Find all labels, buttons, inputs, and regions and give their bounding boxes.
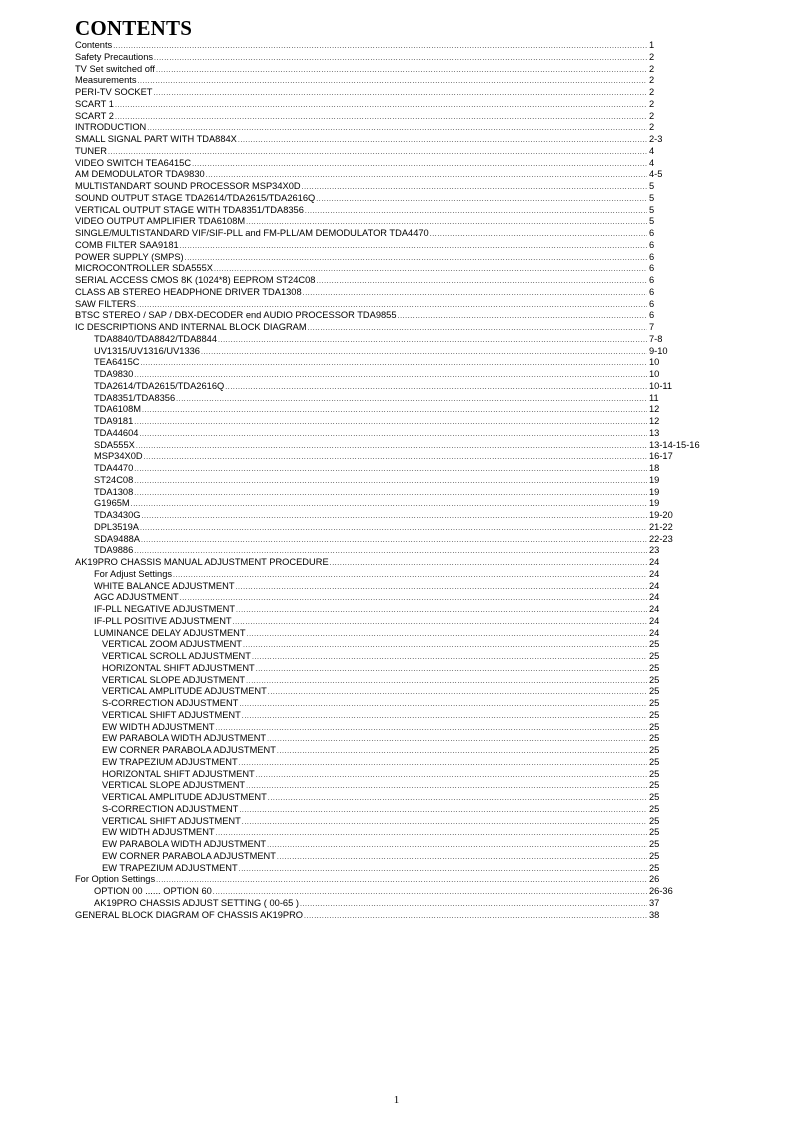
toc-entry-page: 13: [649, 427, 660, 438]
toc-entry: [75, 604, 715, 616]
toc-entry-title: TDA44604: [94, 427, 139, 438]
toc-entry: [75, 487, 715, 499]
toc-entry-page: 6: [649, 228, 655, 238]
toc-entry-title: TDA2614/TDA2615/TDA2616Q: [94, 380, 225, 391]
toc-entry: [75, 228, 715, 240]
toc-entry-page: 12: [649, 404, 660, 415]
toc-entry-page: 37: [649, 897, 660, 908]
toc-entry-page: 21-22: [649, 521, 673, 532]
toc-entry-title: VERTICAL SCROLL ADJUSTMENT: [102, 651, 251, 661]
toc-entry-title: IF-PLL POSITIVE ADJUSTMENT: [94, 615, 232, 626]
toc-entry-page: 11: [649, 392, 659, 403]
toc-entry-page: 26: [649, 874, 660, 885]
toc-entry-page: 25: [649, 721, 660, 732]
toc-entry: [75, 205, 715, 217]
toc-entry-page: 25: [649, 780, 660, 791]
toc-entry-page: 2: [649, 63, 655, 74]
toc-entry-title: EW TRAPEZIUM ADJUSTMENT: [102, 756, 238, 767]
toc-entry-title: IF-PLL NEGATIVE ADJUSTMENT: [94, 604, 236, 614]
toc-entry-title: SDA555X: [94, 439, 135, 450]
toc-entry-title: EW CORNER PARABOLA ADJUSTMENT: [102, 745, 276, 755]
toc-entry: [75, 804, 715, 816]
toc-entry: [75, 334, 715, 346]
toc-entry-title: SCART 2: [75, 110, 114, 121]
toc-entry-page: 12: [649, 416, 660, 426]
toc-entry-title: TDA8840/TDA8842/TDA8844: [94, 333, 217, 344]
toc-entry: [75, 322, 715, 334]
toc-entry: [75, 87, 715, 99]
toc-entry-title: VERTICAL SLOPE ADJUSTMENT: [102, 674, 246, 685]
toc-entry: [75, 663, 715, 675]
toc-entry-title: SINGLE/MULTISTANDARD VIF/SIF-PLL and FM-PLL/AM DEMODULATOR TDA4470: [75, 228, 429, 238]
toc-entry: [75, 111, 715, 123]
toc-entry: [75, 357, 715, 369]
toc-entry: [75, 733, 715, 745]
toc-entry-page: 24: [649, 615, 660, 626]
toc-entry: [75, 263, 715, 275]
toc-entry-title: HORIZONTAL SHIFT ADJUSTMENT: [102, 768, 255, 779]
toc-entry-title: EW CORNER PARABOLA ADJUSTMENT: [102, 850, 276, 861]
toc-entry-page: 19: [649, 486, 660, 497]
toc-entry-title: POWER SUPPLY (SMPS): [75, 251, 184, 262]
toc-entry-page: 2-3: [649, 134, 663, 144]
toc-entry-page: 22-23: [649, 533, 673, 544]
toc-entry: [75, 498, 715, 510]
toc-entry-page: 5: [649, 204, 655, 215]
toc-entry-page: 18: [649, 463, 660, 473]
toc-entry-title: Safety Precautions: [75, 51, 154, 62]
toc-entry-page: 19: [649, 498, 660, 509]
toc-entry: [75, 169, 715, 181]
toc-entry-page: 2: [649, 110, 655, 121]
page-title: CONTENTS: [75, 16, 193, 40]
toc-entry-title: TDA6108M: [94, 404, 142, 415]
toc-entry: [75, 381, 715, 393]
dot-leader: [304, 911, 647, 923]
toc-entry-page: 25: [649, 639, 660, 650]
toc-entry-page: 1: [649, 40, 655, 50]
toc-entry-page: 10-11: [649, 380, 673, 391]
toc-entry-title: TDA4470: [94, 463, 134, 473]
toc-entry: [75, 581, 715, 593]
toc-entry-page: 2: [649, 51, 655, 62]
toc-entry: [75, 792, 715, 804]
toc-entry-title: SAW FILTERS: [75, 298, 136, 309]
toc-entry-page: 2: [649, 122, 655, 133]
toc-entry-title: For Adjust Settings: [94, 568, 173, 579]
toc-entry-page: 24: [649, 568, 660, 579]
toc-entry: [75, 52, 715, 64]
toc-entry: [75, 463, 715, 475]
toc-entry-title: MICROCONTROLLER SDA555X: [75, 263, 213, 274]
toc-entry: [75, 745, 715, 757]
toc-entry-page: 24: [649, 557, 660, 567]
toc-entry-page: 25: [649, 827, 660, 838]
toc-entry: [75, 369, 715, 381]
toc-entry-page: 4: [649, 145, 655, 156]
toc-entry: [75, 698, 715, 710]
toc-entry-page: 25: [649, 662, 660, 673]
toc-entry-page: 4-5: [649, 169, 663, 180]
toc-entry-page: 25: [649, 733, 660, 744]
toc-entry: [75, 769, 715, 781]
toc-entry-page: 16-17: [649, 451, 673, 462]
toc-entry-title: S-CORRECTION ADJUSTMENT: [102, 803, 239, 814]
toc-entry: [75, 275, 715, 287]
toc-entry-page: 5: [649, 216, 655, 227]
toc-entry-title: EW PARABOLA WIDTH ADJUSTMENT: [102, 839, 267, 849]
toc-entry-page: 10: [649, 369, 660, 379]
toc-entry-page: 25: [649, 768, 660, 779]
toc-entry-page: 25: [649, 756, 660, 767]
toc-entry-title: SOUND OUTPUT STAGE TDA2614/TDA2615/TDA2616Q: [75, 192, 316, 203]
toc-entry-title: VERTICAL SHIFT ADJUSTMENT: [102, 815, 241, 826]
toc-entry-page: 24: [649, 592, 660, 603]
toc-entry-page: 2: [649, 98, 655, 109]
toc-entry-title: SCART 1: [75, 98, 114, 109]
toc-entry-page: 25: [649, 698, 660, 708]
toc-entry: [75, 240, 715, 252]
toc-entry-title: S-CORRECTION ADJUSTMENT: [102, 698, 239, 708]
toc-entry-title: TDA1308: [94, 486, 134, 497]
toc-entry-title: VIDEO OUTPUT AMPLIFIER TDA6108M: [75, 216, 246, 227]
toc-entry: [75, 816, 715, 828]
toc-entry: [75, 393, 715, 405]
toc-entry-page: 24: [649, 627, 660, 638]
toc-entry: [75, 675, 715, 687]
toc-entry-title: SMALL SIGNAL PART WITH TDA884X: [75, 134, 237, 144]
toc-entry: [75, 628, 715, 640]
toc-entry-title: VERTICAL ZOOM ADJUSTMENT: [102, 639, 242, 650]
page-number: 1: [393, 1094, 400, 1106]
toc-entry-title: EW WIDTH ADJUSTMENT: [102, 721, 215, 732]
toc-entry-page: 10: [649, 357, 660, 368]
toc-entry: [75, 863, 715, 875]
toc-entry-title: TV Set switched off: [75, 63, 155, 74]
toc-entry-title: TDA9181: [94, 416, 134, 426]
toc-entry-title: TDA3430G: [94, 510, 141, 520]
toc-entry-title: SERIAL ACCESS CMOS 8K (1024*8) EEPROM ST24C08: [75, 275, 316, 285]
toc-entry: [75, 299, 715, 311]
toc-entry-page: 6: [649, 239, 655, 250]
toc-entry-title: BTSC STEREO / SAP / DBX-DECODER end AUDIO PROCESSOR TDA9855: [75, 310, 397, 321]
toc-entry: [75, 158, 715, 170]
toc-entry: [75, 428, 715, 440]
toc-entry: [75, 910, 715, 922]
toc-entry: [75, 75, 715, 87]
toc-entry-title: IC DESCRIPTIONS AND INTERNAL BLOCK DIAGRAM: [75, 322, 307, 332]
toc-entry: [75, 64, 715, 76]
toc-entry: [75, 134, 715, 146]
toc-entry: [75, 287, 715, 299]
toc-entry-title: VERTICAL AMPLITUDE ADJUSTMENT: [102, 686, 267, 697]
toc-entry: [75, 40, 715, 52]
toc-entry: [75, 886, 715, 898]
table-of-contents: [75, 40, 715, 921]
toc-entry: [75, 252, 715, 264]
toc-entry-title: VERTICAL OUTPUT STAGE WITH TDA8351/TDA8356: [75, 204, 304, 215]
toc-entry-page: 25: [649, 651, 660, 661]
toc-entry-title: ST24C08: [94, 474, 134, 485]
toc-entry-title: WHITE BALANCE ADJUSTMENT: [94, 580, 235, 591]
toc-entry-title: VERTICAL SLOPE ADJUSTMENT: [102, 780, 246, 791]
toc-entry-page: 2: [649, 75, 655, 86]
toc-entry-title: VERTICAL SHIFT ADJUSTMENT: [102, 709, 241, 720]
toc-entry-title: EW PARABOLA WIDTH ADJUSTMENT: [102, 733, 267, 744]
toc-entry-title: COMB FILTER SAA9181: [75, 239, 179, 250]
toc-entry-page: 25: [649, 862, 660, 873]
toc-entry-title: SDA9488A: [94, 533, 140, 544]
toc-entry: [75, 534, 715, 546]
toc-entry-title: AK19PRO CHASSIS ADJUST SETTING ( 00-65 ): [94, 897, 299, 908]
toc-entry: [75, 545, 715, 557]
toc-entry-title: MULTISTANDART SOUND PROCESSOR MSP34X0D: [75, 181, 301, 191]
toc-entry-page: 7-8: [649, 333, 663, 344]
toc-entry: [75, 569, 715, 581]
toc-entry-page: 7: [649, 322, 655, 332]
toc-entry-title: INTRODUCTION: [75, 122, 147, 133]
toc-entry-title: AM DEMODULATOR TDA9830: [75, 169, 205, 180]
toc-entry: [75, 146, 715, 158]
toc-entry-title: PERI-TV SOCKET: [75, 87, 153, 97]
toc-entry-title: TDA9830: [94, 369, 134, 379]
toc-entry: [75, 404, 715, 416]
toc-entry: [75, 686, 715, 698]
toc-entry: [75, 898, 715, 910]
toc-entry: [75, 651, 715, 663]
toc-entry-title: TUNER: [75, 145, 108, 156]
toc-entry-title: VERTICAL AMPLITUDE ADJUSTMENT: [102, 792, 267, 802]
toc-entry: [75, 557, 715, 569]
toc-entry-page: 25: [649, 850, 660, 861]
toc-entry-title: MSP34X0D: [94, 451, 143, 462]
toc-entry-page: 5: [649, 192, 655, 203]
toc-entry-page: 25: [649, 745, 660, 755]
toc-entry-page: 24: [649, 604, 660, 614]
toc-entry-title: VIDEO SWITCH TEA6415C: [75, 157, 192, 168]
toc-entry-page: 26-36: [649, 886, 673, 896]
toc-entry-title: AK19PRO CHASSIS MANUAL ADJUSTMENT PROCEDURE: [75, 557, 329, 567]
toc-entry-page: 19: [649, 474, 660, 485]
toc-entry: [75, 874, 715, 886]
toc-entry-page: 6: [649, 275, 655, 285]
toc-entry: [75, 416, 715, 428]
toc-entry-title: TEA6415C: [94, 357, 140, 368]
toc-entry-title: G1965M: [94, 498, 130, 509]
toc-entry-page: 6: [649, 298, 655, 309]
toc-entry: [75, 639, 715, 651]
toc-entry-page: 2: [649, 87, 655, 97]
toc-entry-page: 13-14-15-16: [649, 439, 700, 450]
toc-entry-title: UV1315/UV1316/UV1336: [94, 345, 200, 356]
toc-entry-page: 25: [649, 839, 660, 849]
toc-entry: [75, 122, 715, 134]
toc-entry-page: 6: [649, 310, 655, 321]
toc-entry-title: AGC ADJUSTMENT: [94, 592, 179, 603]
toc-entry-title: Measurements: [75, 75, 137, 86]
toc-entry-title: OPTION 00 ...... OPTION 60: [94, 886, 212, 896]
toc-entry-title: EW WIDTH ADJUSTMENT: [102, 827, 215, 838]
toc-entry-line: [75, 910, 647, 923]
toc-entry-page: 25: [649, 803, 660, 814]
toc-entry-page: 6: [649, 286, 655, 297]
toc-entry: [75, 310, 715, 322]
toc-entry-title: For Option Settings: [75, 874, 156, 885]
toc-entry: [75, 616, 715, 628]
toc-entry: [75, 193, 715, 205]
toc-entry: [75, 346, 715, 358]
toc-entry-page: 38: [649, 909, 660, 920]
toc-entry-title: GENERAL BLOCK DIAGRAM OF CHASSIS AK19PRO: [75, 909, 304, 920]
toc-entry-page: 6: [649, 251, 655, 262]
toc-entry: [75, 839, 715, 851]
toc-entry-title: CLASS AB STEREO HEADPHONE DRIVER TDA1308: [75, 286, 302, 297]
toc-entry-page: 4: [649, 157, 655, 168]
toc-entry: [75, 722, 715, 734]
toc-entry: [75, 451, 715, 463]
toc-entry: [75, 851, 715, 863]
toc-entry: [75, 216, 715, 228]
toc-entry-page: 23: [649, 545, 660, 556]
toc-entry-page: 25: [649, 709, 660, 720]
toc-entry: [75, 710, 715, 722]
toc-entry-page: 25: [649, 686, 660, 697]
toc-entry-title: LUMINANCE DELAY ADJUSTMENT: [94, 627, 246, 638]
toc-entry-page: 24: [649, 580, 660, 591]
toc-entry-page: 9-10: [649, 345, 668, 356]
toc-entry-page: 25: [649, 815, 660, 826]
toc-entry: [75, 475, 715, 487]
toc-entry-page: 5: [649, 181, 655, 191]
toc-entry-title: Contents: [75, 40, 113, 50]
toc-entry-page: 25: [649, 674, 660, 685]
toc-entry-title: HORIZONTAL SHIFT ADJUSTMENT: [102, 662, 255, 673]
toc-entry-title: DPL3519A: [94, 521, 139, 532]
toc-entry: [75, 757, 715, 769]
toc-entry: [75, 181, 715, 193]
toc-entry: [75, 780, 715, 792]
toc-entry: [75, 522, 715, 534]
toc-entry: [75, 99, 715, 111]
toc-entry-title: TDA8351/TDA8356: [94, 392, 176, 403]
toc-entry-page: 6: [649, 263, 655, 274]
toc-entry-title: EW TRAPEZIUM ADJUSTMENT: [102, 862, 238, 873]
toc-entry-title: TDA9886: [94, 545, 134, 556]
toc-entry-page: 25: [649, 792, 660, 802]
toc-entry: [75, 592, 715, 604]
toc-entry: [75, 827, 715, 839]
toc-entry: [75, 440, 715, 452]
toc-entry-page: 19-20: [649, 510, 673, 520]
toc-entry: [75, 510, 715, 522]
